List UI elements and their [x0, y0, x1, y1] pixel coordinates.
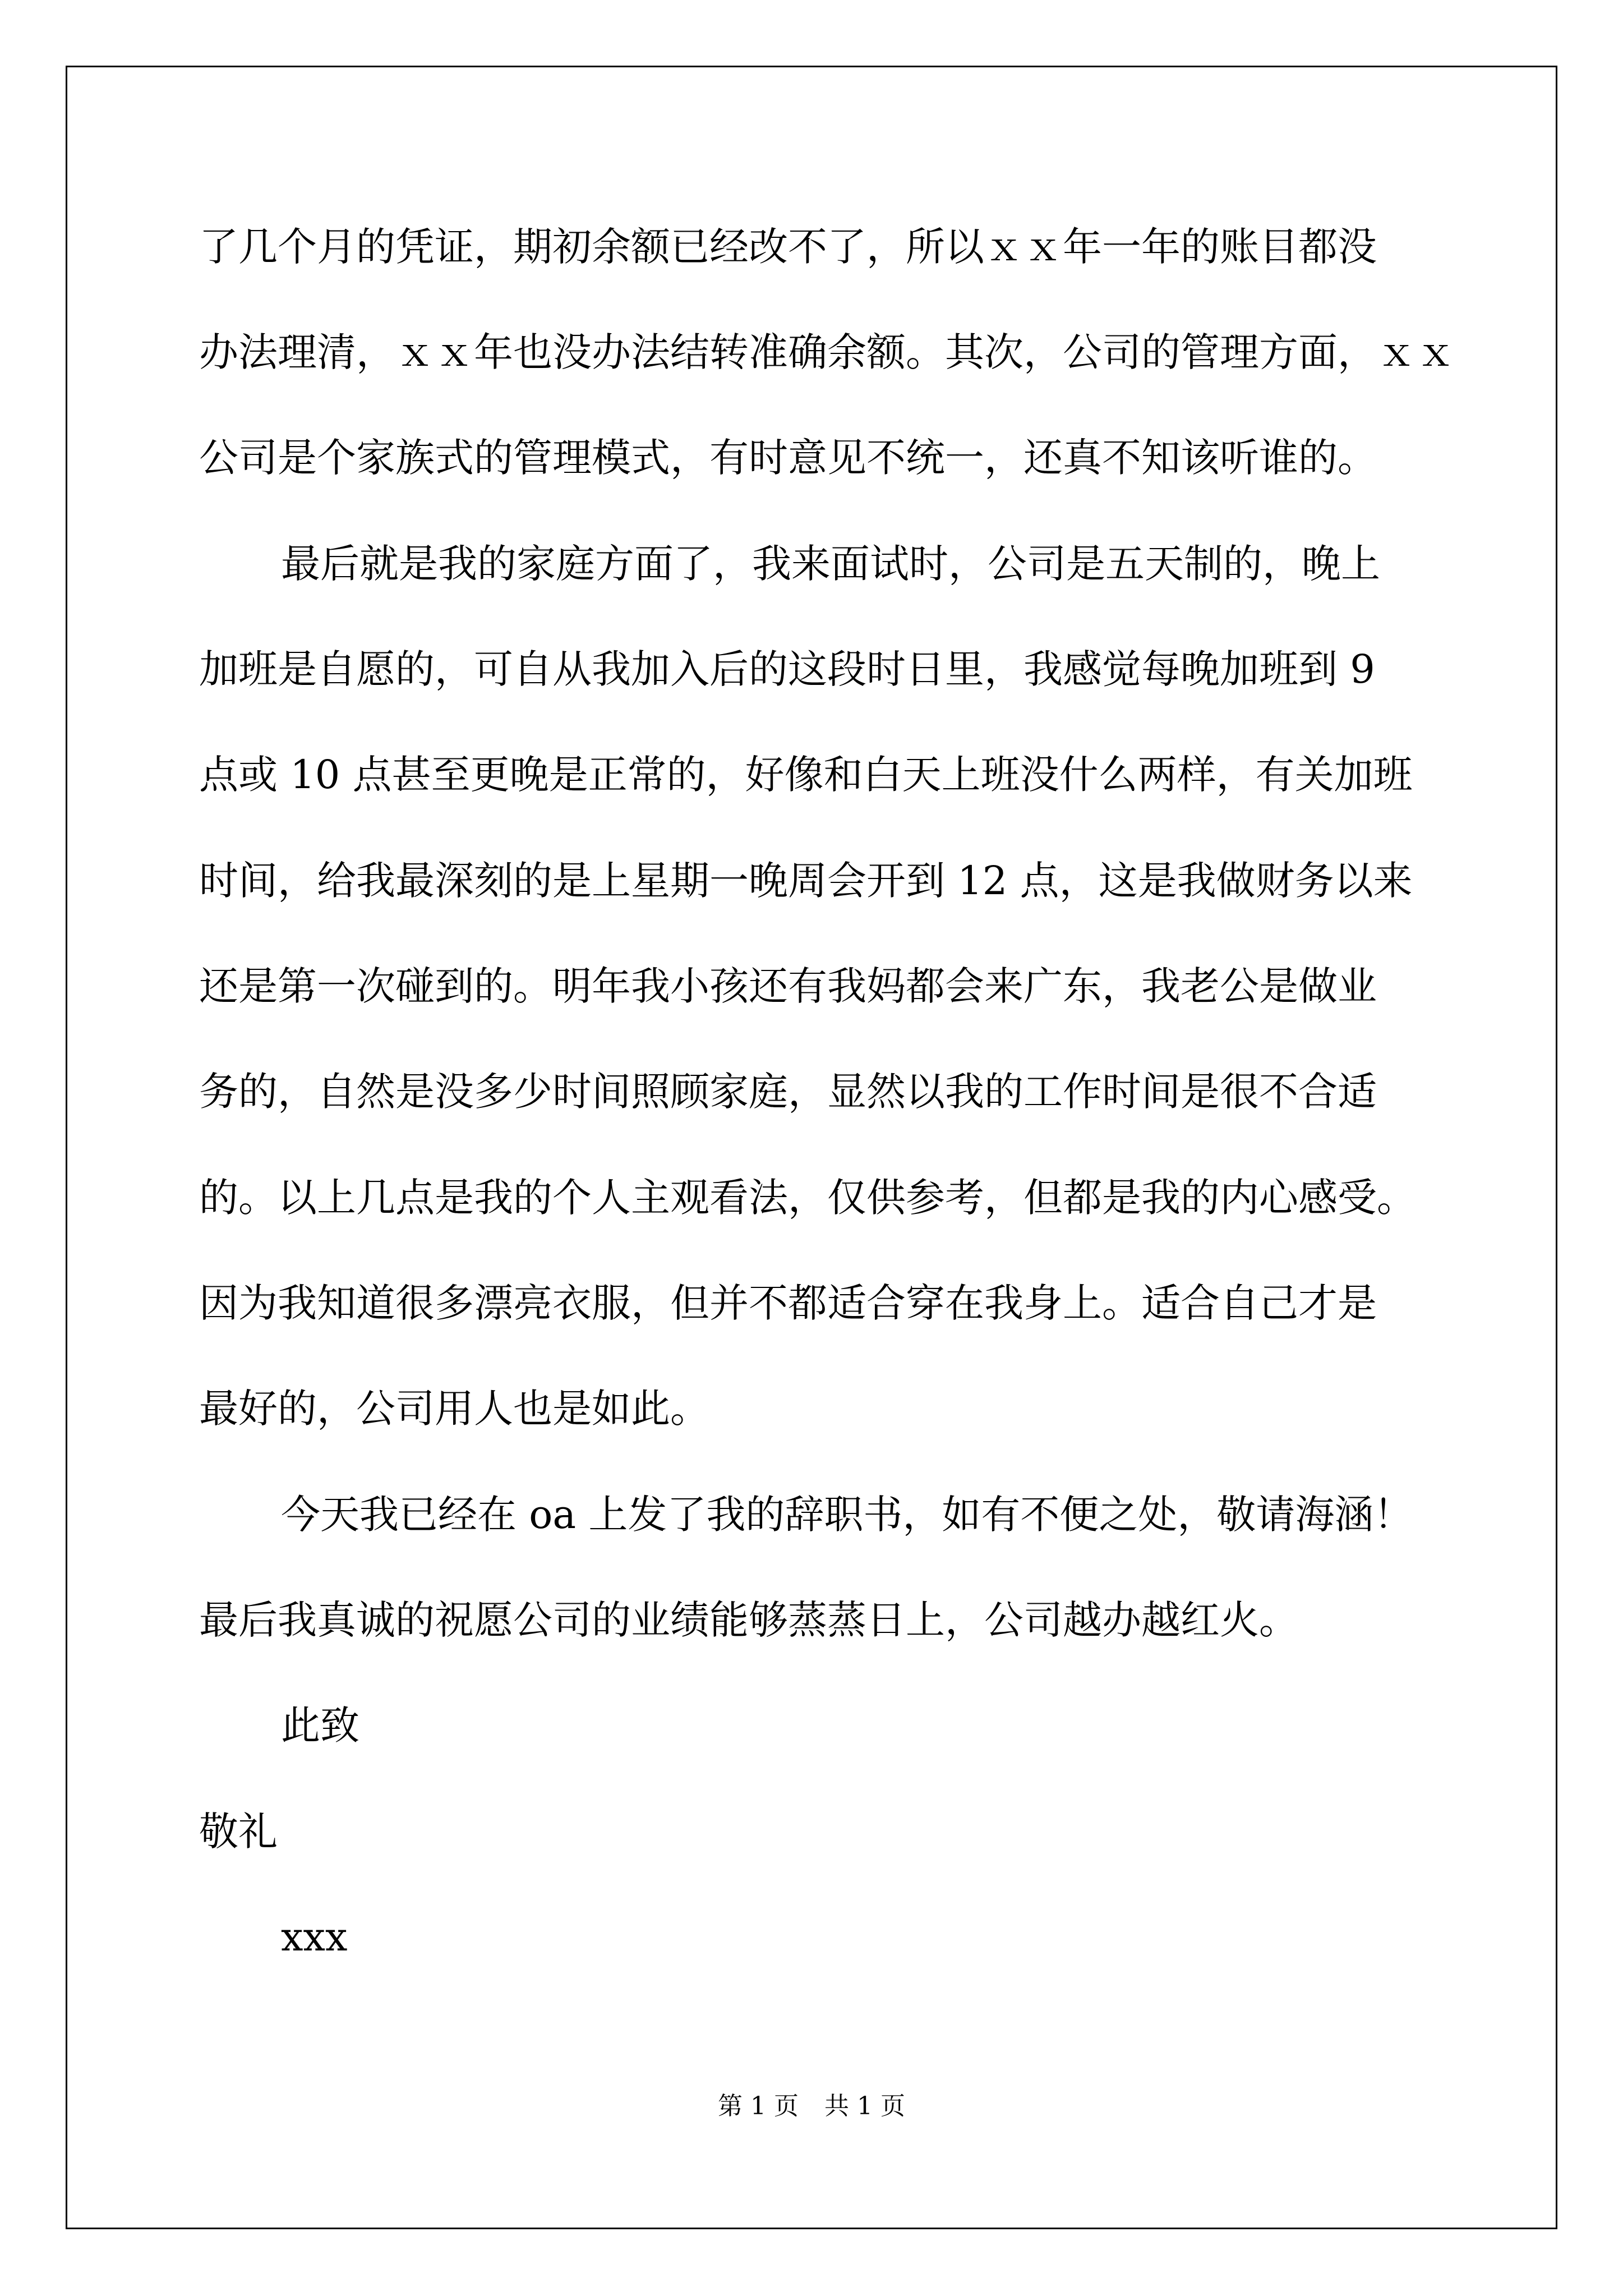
- body-line-14: 最后我真诚的祝愿公司的业绩能够蒸蒸日上，公司越办越红火。: [199, 1597, 1298, 1643]
- body-line-7: 时间，给我最深刻的是上星期一晚周会开到 12 点，这是我做财务以来: [199, 858, 1413, 904]
- body-line-9: 务的，自然是没多少时间照顾家庭，显然以我的工作时间是很不合适: [199, 1069, 1377, 1115]
- closing-regards: 敬礼: [199, 1809, 278, 1855]
- body-line-11: 因为我知道很多漂亮衣服，但并不都适合穿在我身上。适合自己才是: [199, 1280, 1377, 1326]
- body-line-12: 最好的，公司用人也是如此。: [199, 1386, 709, 1432]
- body-line-13: 今天我已经在 oa 上发了我的辞职书，如有不便之处，敬请海涵！: [281, 1492, 1413, 1538]
- page-total: 共 1 页: [824, 2092, 905, 2120]
- body-line-10: 的。以上几点是我的个人主观看法，仅供参考，但都是我的内心感受。: [199, 1175, 1416, 1221]
- body-line-8: 还是第一次碰到的。明年我小孩还有我妈都会来广东，我老公是做业: [199, 963, 1377, 1009]
- closing-salutation: 此致: [281, 1703, 359, 1749]
- body-line-5: 加班是自愿的，可自从我加入后的这段时日里，我感觉每晚加班到 9: [199, 646, 1375, 692]
- body-line-4: 最后就是我的家庭方面了，我来面试时，公司是五天制的，晚上: [281, 541, 1380, 587]
- signature: xxx: [281, 1914, 348, 1960]
- body-line-2: 办法理清，ｘｘ年也没办法结转准确余额。其次，公司的管理方面，ｘｘ: [199, 329, 1455, 375]
- page-footer: [0, 2090, 1623, 2123]
- page-number: 第 1 页: [718, 2092, 799, 2120]
- body-line-6: 点或 10 点甚至更晚是正常的，好像和白天上班没什么两样，有关加班: [199, 752, 1413, 798]
- body-line-1: 了几个月的凭证，期初余额已经改不了，所以ｘｘ年一年的账目都没: [199, 224, 1377, 270]
- page-border: [66, 66, 1557, 2229]
- body-line-3: 公司是个家族式的管理模式，有时意见不统一，还真不知该听谁的。: [199, 435, 1377, 481]
